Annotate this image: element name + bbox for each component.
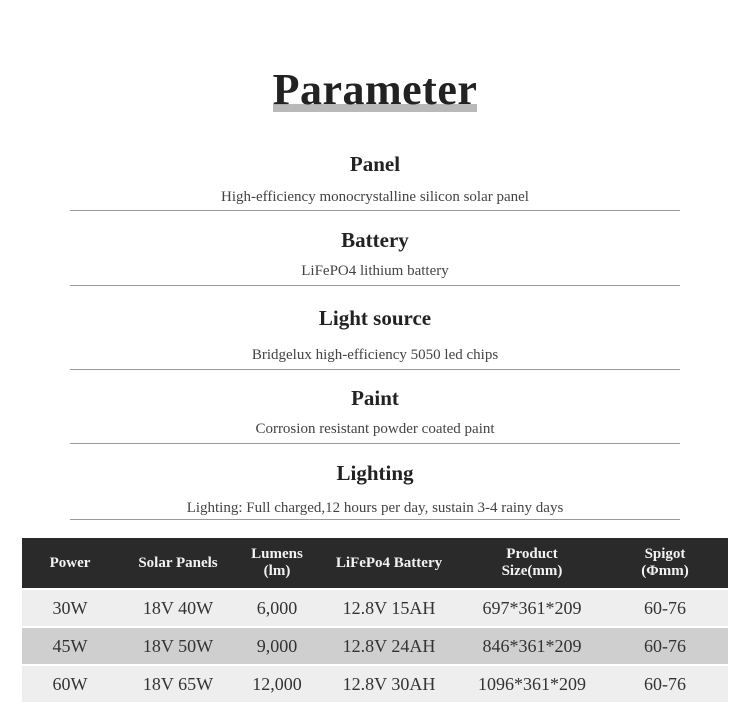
cell-spigot: 60-76 xyxy=(602,666,728,702)
cell-battery: 12.8V 30AH xyxy=(316,666,462,702)
cell-product-size: 697*361*209 xyxy=(462,590,602,626)
cell-solar-panels: 18V 50W xyxy=(118,628,238,664)
page-title-text: Parameter xyxy=(272,65,478,114)
section-heading: Lighting xyxy=(336,461,414,485)
table-row xyxy=(22,628,728,664)
header-spigot: Spigot (Φmm) xyxy=(602,538,728,588)
cell-spigot: 60-76 xyxy=(602,628,728,664)
section-heading: Panel xyxy=(349,152,401,176)
header-power: Power xyxy=(22,538,118,588)
section-description: Corrosion resistant powder coated paint xyxy=(255,421,495,437)
section-divider xyxy=(70,519,680,520)
spec-table xyxy=(22,538,728,702)
section-description: Bridgelux high-efficiency 5050 led chips xyxy=(251,347,499,363)
header-lumens: Lumens (lm) xyxy=(238,538,316,588)
header-solar-panels: Solar Panels xyxy=(118,538,238,588)
cell-lumens: 9,000 xyxy=(238,628,316,664)
table-row xyxy=(22,666,728,702)
cell-battery: 12.8V 24AH xyxy=(316,628,462,664)
cell-lumens: 12,000 xyxy=(238,666,316,702)
header-product-size: Product Size(mm) xyxy=(462,538,602,588)
section-heading: Light source xyxy=(318,306,432,330)
section-divider xyxy=(70,369,680,370)
cell-solar-panels: 18V 40W xyxy=(118,590,238,626)
cell-spigot: 60-76 xyxy=(602,590,728,626)
cell-power: 45W xyxy=(22,628,118,664)
section-divider xyxy=(70,210,680,211)
title-wrap xyxy=(0,62,750,118)
cell-power: 30W xyxy=(22,590,118,626)
section-divider xyxy=(70,443,680,444)
section-divider xyxy=(70,285,680,286)
section-description: LiFePO4 lithium battery xyxy=(301,263,449,279)
cell-battery: 12.8V 15AH xyxy=(316,590,462,626)
page-title xyxy=(273,62,478,118)
cell-product-size: 1096*361*209 xyxy=(462,666,602,702)
cell-power: 60W xyxy=(22,666,118,702)
table-row xyxy=(22,590,728,626)
cell-product-size: 846*361*209 xyxy=(462,628,602,664)
section-description: Lighting: Full charged,12 hours per day, sustain 3-4 rainy days xyxy=(186,500,564,516)
cell-lumens: 6,000 xyxy=(238,590,316,626)
section-heading: Paint xyxy=(351,386,399,410)
section-battery xyxy=(70,227,680,281)
table-header-row xyxy=(22,538,728,588)
section-heading: Battery xyxy=(341,228,409,252)
section-lighting xyxy=(70,460,680,518)
header-battery: LiFePo4 Battery xyxy=(316,538,462,588)
section-panel xyxy=(70,151,680,207)
cell-solar-panels: 18V 65W xyxy=(118,666,238,702)
section-paint xyxy=(70,385,680,439)
section-description: High-efficiency monocrystalline silicon solar panel xyxy=(221,189,529,205)
section-light-source xyxy=(70,305,680,365)
